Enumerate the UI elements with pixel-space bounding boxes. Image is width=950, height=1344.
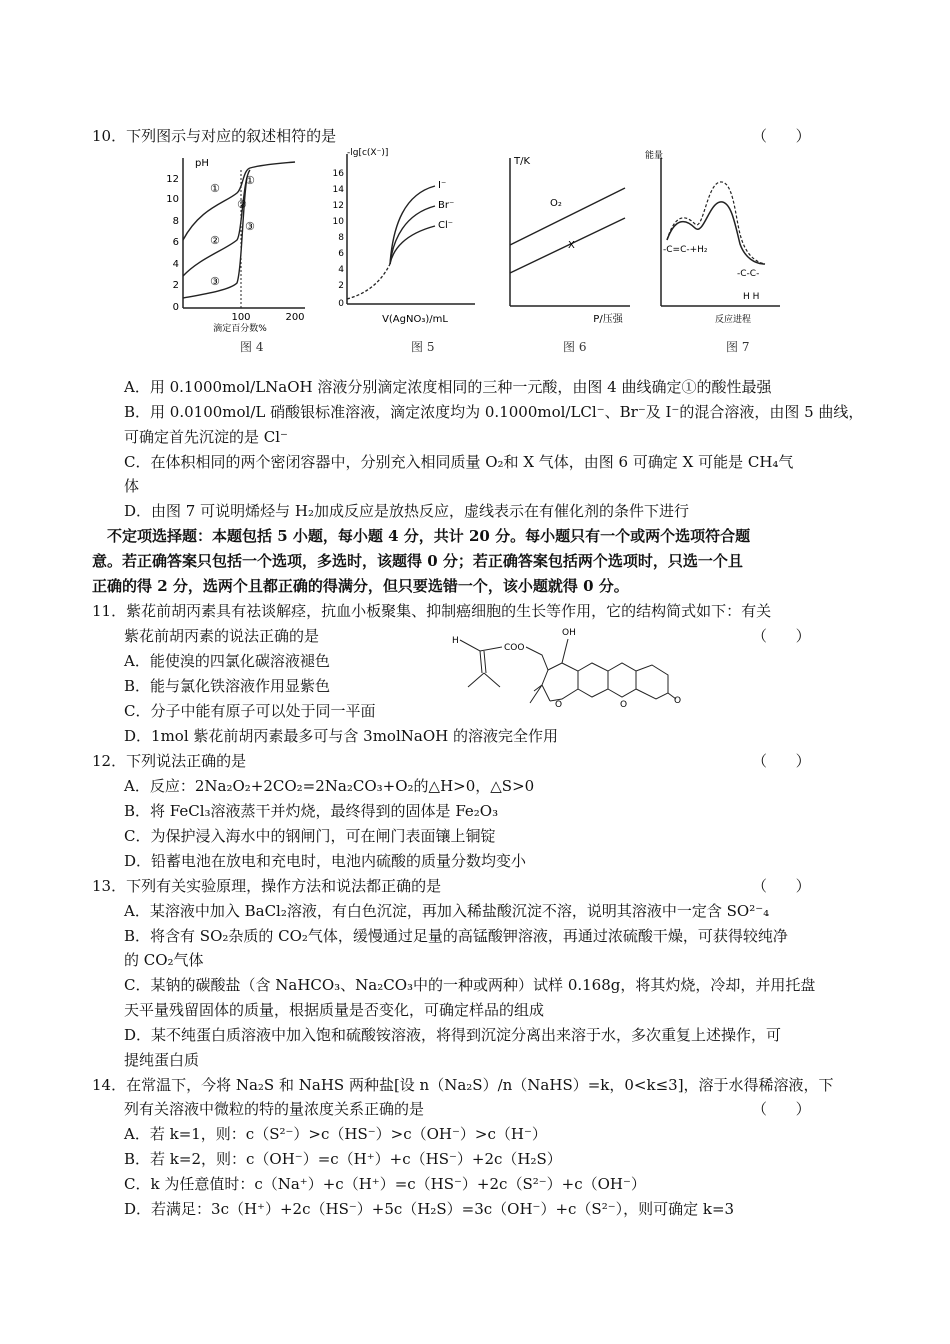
f5-curve-I bbox=[390, 186, 435, 264]
q14-stem-cont: 列有关溶液中微粒的特的量浓度关系正确的是 bbox=[124, 1100, 425, 1118]
f6-ylabel: T/K bbox=[514, 156, 531, 167]
q11-option-b: B．能与氯化铁溶液作用显紫色 bbox=[124, 677, 331, 695]
q12-option-a: A．反应：2Na₂O₂+2CO₂=2Na₂CO₃+O₂的△H>0，△S>0 bbox=[124, 777, 535, 795]
q14-option-d: D．若满足：3c（H⁺）+2c（HS⁻）+5c（H₂S）=3c（OH⁻）+c（S²⁻），则可确定 k=3 bbox=[124, 1200, 735, 1218]
f5-ytick: 16 bbox=[332, 169, 344, 179]
f5-ytick: 10 bbox=[332, 217, 344, 227]
q14-stem: 14．在常温下，今将 Na₂S 和 NaHS 两种盐[设 n（Na₂S）/n（NaHS）=k，0<k≤3]，溶于水得稀溶液，下 bbox=[92, 1076, 834, 1094]
q12-option-c: C．为保护浸入海水中的钢闸门，可在闸门表面镶上铜锭 bbox=[124, 827, 496, 845]
q11-structure bbox=[450, 625, 700, 725]
section-instructions: 不定项选择题：本题包括 5 小题，每小题 4 分，共计 20 分。每小题只有一个或两个选项符合题 bbox=[107, 527, 751, 545]
q10-option-c-cont: 体 bbox=[124, 477, 140, 495]
figure-5 bbox=[325, 144, 485, 329]
f4-label-2: ② bbox=[210, 234, 220, 247]
q12-answer-paren: （ ） bbox=[752, 752, 811, 770]
q12-option-b: B．将 FeCl₃溶液蒸干并灼烧，最终得到的固体是 Fe₂O₃ bbox=[124, 802, 499, 820]
q14-option-c: C．k 为任意值时：c（Na⁺）+c（H⁺）=c（HS⁻）+2c（S²⁻）+c（OH⁻） bbox=[124, 1175, 646, 1193]
q10-option-d: D．由图 7 可说明烯烃与 H₂加成反应是放热反应，虚线表示在有催化剂的条件下进行 bbox=[124, 502, 689, 520]
f5-ytick: 12 bbox=[332, 201, 344, 211]
f6-xlabel: P/压强 bbox=[593, 314, 623, 325]
f5-series-I: I⁻ bbox=[438, 180, 447, 191]
q13-option-c-cont: 天平量残留固体的质量，根据质量是否变化，可确定样品的组成 bbox=[124, 1001, 545, 1019]
struct-h: H bbox=[452, 636, 459, 646]
f4-label-1b: ① bbox=[245, 174, 255, 187]
q11-stem-cont: 紫花前胡丙素的说法正确的是 bbox=[124, 627, 320, 645]
f4-ylabel: pH bbox=[195, 158, 209, 169]
f4-label-1: ① bbox=[210, 182, 220, 195]
q14-option-a: A．若 k=1，则：c（S²⁻）>c（HS⁻）>c（OH⁻）>c（H⁻） bbox=[124, 1125, 547, 1143]
f6-line-O2 bbox=[510, 188, 625, 245]
q13-option-d-cont: 提纯蛋白质 bbox=[124, 1051, 200, 1069]
q11-option-c: C．分子中能有原子可以处于同一平面 bbox=[124, 702, 376, 720]
f4-caption: 图 4 bbox=[240, 340, 264, 354]
q13-option-b: B．将含有 SO₂杂质的 CO₂气体，缓慢通过足量的高锰酸钾溶液，再通过浓硫酸干燥，可获得较纯净 bbox=[124, 927, 788, 945]
f5-xlabel: V(AgNO₃)/mL bbox=[382, 314, 448, 325]
f6-caption: 图 6 bbox=[563, 340, 587, 354]
struct-coo: COO bbox=[504, 643, 525, 653]
f4-xlabel: 滴定百分数% bbox=[213, 324, 267, 333]
f6-series-O2: O₂ bbox=[550, 198, 562, 209]
figure-6 bbox=[500, 148, 635, 333]
f5-ytick: 14 bbox=[332, 185, 344, 195]
f7-product-h: H H bbox=[743, 292, 760, 302]
f4-ytick: 8 bbox=[172, 216, 179, 227]
q12-option-d: D．铅蓄电池在放电和充电时，电池内硫酸的质量分数均变小 bbox=[124, 852, 527, 870]
f4-ytick: 2 bbox=[172, 280, 179, 291]
q10-stem: 10．下列图示与对应的叙述相符的是 bbox=[92, 127, 337, 145]
section-instructions-3: 正确的得 2 分，选两个且都正确的得满分，但只要选错一个，该小题就得 0 分。 bbox=[92, 577, 629, 595]
section-instructions-2: 意。若正确答案只包括一个选项，多选时，该题得 0 分；若正确答案包括两个选项时，只选一个且 bbox=[92, 552, 743, 570]
f4-ytick: 6 bbox=[172, 237, 179, 248]
f5-series-Cl: Cl⁻ bbox=[438, 220, 454, 231]
figure-7 bbox=[645, 144, 785, 329]
struct-o3: O bbox=[674, 696, 682, 706]
q11-answer-paren: （ ） bbox=[752, 627, 811, 645]
f5-curve-Cl bbox=[390, 226, 435, 264]
f4-xtick: 100 bbox=[231, 312, 251, 323]
q11-stem: 11．紫花前胡丙素具有祛谈解痉，抗血小板聚集、抑制癌细胞的生长等作用，它的结构简式如下：有关 bbox=[92, 602, 772, 620]
struct-o1: O bbox=[555, 700, 563, 710]
struct-o2: O bbox=[620, 700, 628, 710]
q12-stem: 12．下列说法正确的是 bbox=[92, 752, 247, 770]
q14-answer-paren: （ ） bbox=[752, 1100, 811, 1118]
f4-label-2b: ② bbox=[237, 198, 247, 211]
f4-xtick: 200 bbox=[285, 312, 305, 323]
f7-ylabel: 能量 bbox=[645, 151, 664, 161]
q13-option-b-cont: 的 CO₂气体 bbox=[124, 951, 204, 969]
q10-option-b-cont: 可确定首先沉淀的是 Cl⁻ bbox=[124, 428, 288, 446]
f4-label-3: ③ bbox=[210, 275, 220, 288]
f6-series-X: X bbox=[568, 240, 575, 251]
f4-ytick: 12 bbox=[166, 174, 179, 185]
q13-option-d: D．某不纯蛋白质溶液中加入饱和硫酸铵溶液，将得到沉淀分离出来溶于水，多次重复上述操作，可 bbox=[124, 1026, 782, 1044]
f4-ytick: 4 bbox=[172, 259, 179, 270]
f5-ytick: 8 bbox=[338, 233, 344, 243]
f5-ytick: 4 bbox=[338, 265, 344, 275]
q13-option-c: C．某钠的碳酸盐（含 NaHCO₃、Na₂CO₃中的一种或两种）试样 0.168g，将其灼烧，冷却，并用托盘 bbox=[124, 976, 816, 994]
f7-xlabel: 反应进程 bbox=[714, 315, 752, 325]
f7-reactant: -C=C-+H₂ bbox=[663, 245, 708, 255]
f5-caption: 图 5 bbox=[411, 340, 435, 354]
q13-stem: 13．下列有关实验原理，操作方法和说法都正确的是 bbox=[92, 877, 442, 895]
struct-oh: OH bbox=[562, 628, 576, 638]
f5-ytick: 0 bbox=[338, 299, 344, 309]
f5-ytick: 6 bbox=[338, 249, 344, 259]
f7-caption: 图 7 bbox=[726, 340, 750, 354]
figure-4 bbox=[155, 148, 315, 333]
f5-ylabel: -lg[c(X⁻)] bbox=[347, 148, 389, 158]
q10-option-a: A．用 0.1000mol/LNaOH 溶液分别滴定浓度相同的三种一元酸，由图 4 曲线确定①的酸性最强 bbox=[124, 378, 772, 396]
q14-option-b: B．若 k=2，则：c（OH⁻）=c（H⁺）+c（HS⁻）+2c（H₂S） bbox=[124, 1150, 562, 1168]
q13-answer-paren: （ ） bbox=[752, 877, 811, 895]
q10-option-c: C．在体积相同的两个密闭容器中，分别充入相同质量 O₂和 X 气体，由图 6 可确定 X 可能是 CH₄气 bbox=[124, 453, 794, 471]
f5-ytick: 2 bbox=[338, 281, 344, 291]
q13-option-a: A．某溶液中加入 BaCl₂溶液，有白色沉淀，再加入稀盐酸沉淀不溶，说明其溶液中一定含 SO²⁻₄ bbox=[124, 902, 770, 920]
q10-answer-paren: （ ） bbox=[752, 127, 811, 145]
f7-product: -C-C- bbox=[737, 269, 760, 279]
q11-option-d: D．1mol 紫花前胡丙素最多可与含 3molNaOH 的溶液完全作用 bbox=[124, 727, 558, 745]
f4-ytick: 0 bbox=[172, 302, 179, 313]
f5-series-Br: Br⁻ bbox=[438, 200, 455, 211]
f4-ytick: 10 bbox=[166, 194, 179, 205]
q11-option-a: A．能使溴的四氯化碳溶液褪色 bbox=[124, 652, 330, 670]
f4-label-3b: ③ bbox=[245, 220, 255, 233]
q10-option-b: B．用 0.0100mol/L 硝酸银标准溶液，滴定浓度均为 0.1000mol/LCl⁻、Br⁻及 I⁻的混合溶液，由图 5 曲线， bbox=[124, 403, 864, 421]
